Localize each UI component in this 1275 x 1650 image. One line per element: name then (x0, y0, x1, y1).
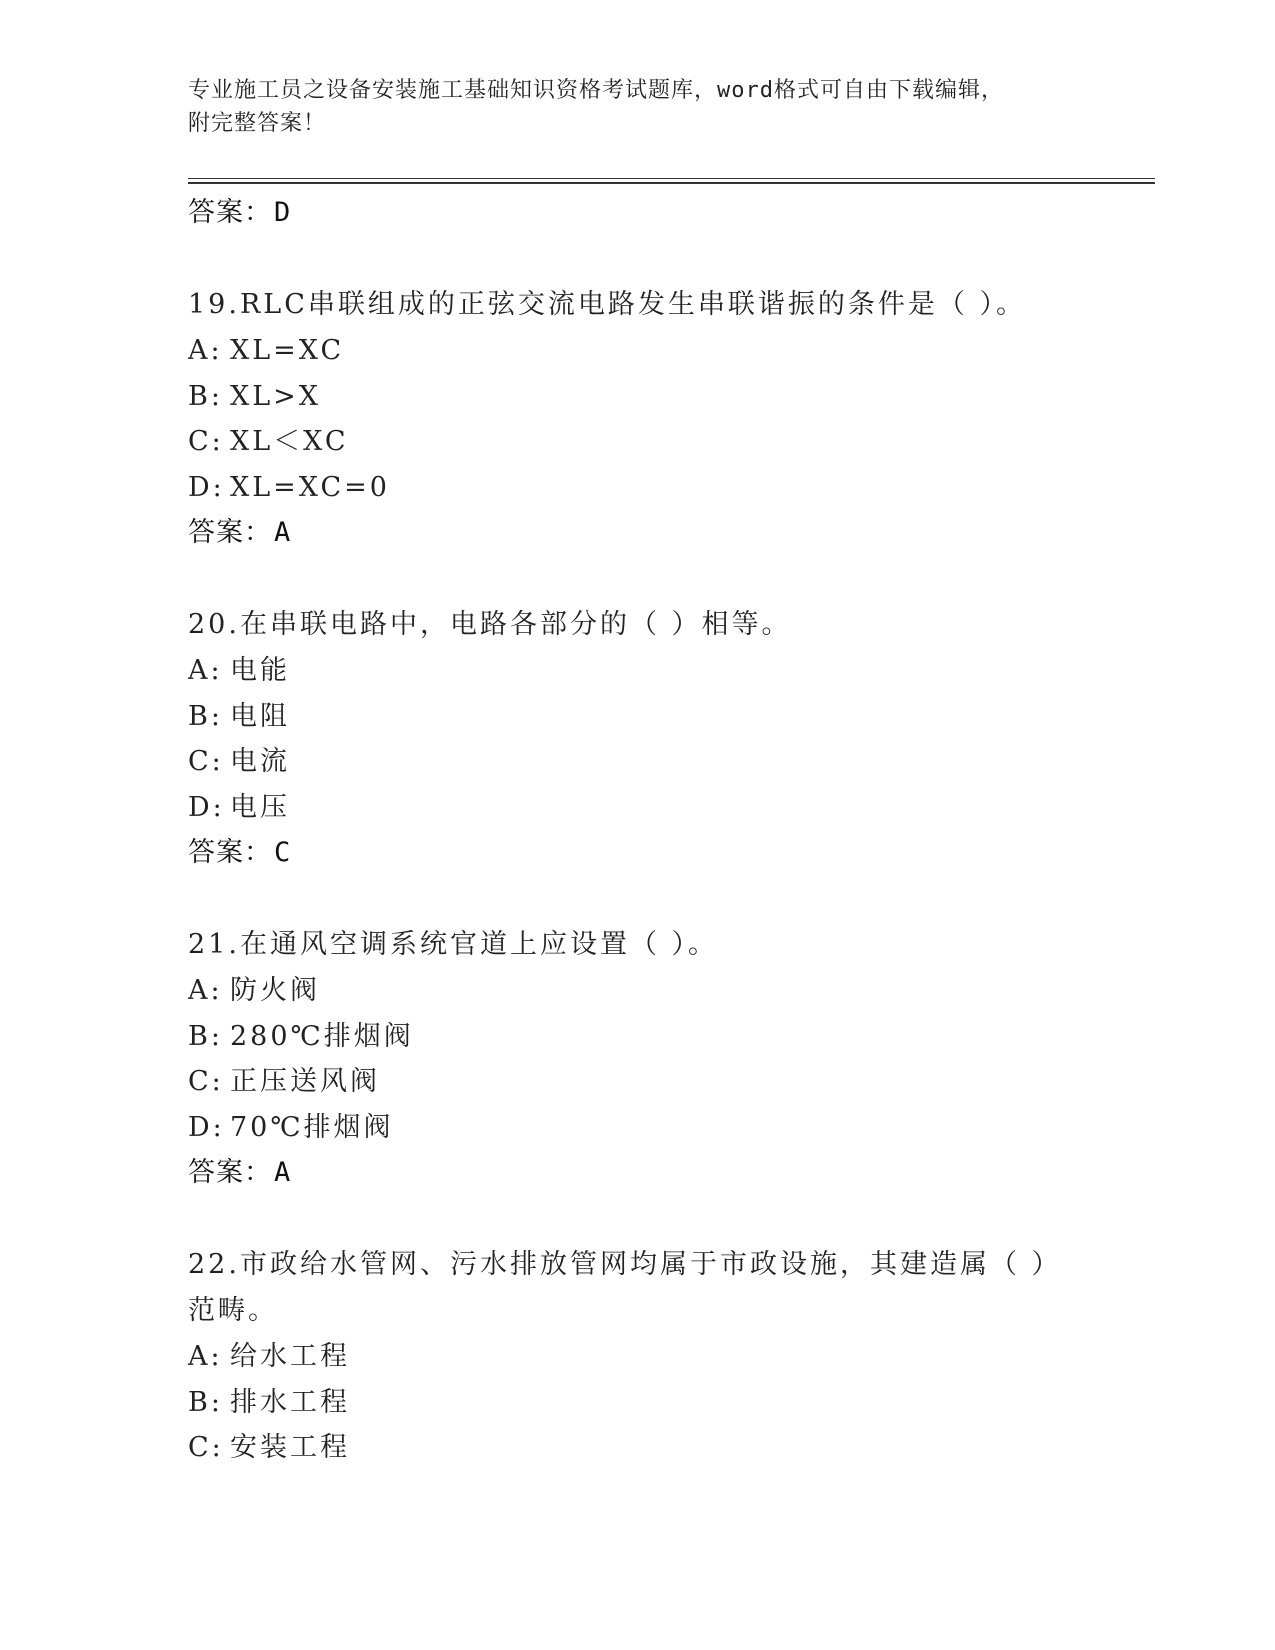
spacer (188, 876, 1088, 922)
header-divider-thick (188, 182, 1155, 184)
option-text: 安装工程 (230, 1432, 350, 1463)
option-key: C: (188, 426, 224, 457)
option-key: A: (188, 1341, 223, 1372)
answer-label: 答案： (188, 1157, 272, 1188)
option-item (188, 374, 1088, 420)
option-text: XL＜XC (230, 426, 349, 457)
option-key: D: (188, 471, 225, 503)
header-line-1: 专业施工员之设备安装施工基础知识资格考试题库，word格式可自由下载编辑， (188, 78, 1004, 103)
option-text: 电流 (230, 746, 290, 777)
option-text: 给水工程 (230, 1341, 350, 1372)
option-item (188, 1014, 1088, 1060)
answer-line (188, 830, 1088, 876)
option-item (188, 648, 1088, 694)
option-text: 防火阀 (230, 975, 320, 1006)
option-text: XL=XC (230, 335, 345, 366)
option-text: 电阻 (230, 700, 290, 732)
option-item (188, 968, 1088, 1014)
answer-line (188, 510, 1088, 556)
option-key: C: (188, 1432, 224, 1463)
option-key: C: (188, 1066, 224, 1097)
option-text: 排水工程 (230, 1386, 350, 1418)
option-text: 70℃排烟阀 (230, 1111, 394, 1143)
option-key: A: (188, 655, 223, 686)
header-line-2: 附完整答案！ (188, 111, 327, 136)
option-text: 电压 (230, 791, 290, 823)
option-text: XL>X (230, 380, 321, 412)
question-text: 19.RLC串联组成的正弦交流电路发生串联谐振的条件是（ ）。 (188, 289, 1026, 320)
answer-value: D (274, 197, 292, 228)
option-item (188, 694, 1088, 740)
question-list (188, 190, 1088, 1471)
answer-label: 答案： (188, 517, 272, 548)
option-key: D: (188, 1111, 225, 1143)
spacer (188, 1196, 1088, 1242)
question-text: 20.在串联电路中，电路各部分的（ ）相等。 (188, 609, 792, 640)
option-text: XL=XC=0 (230, 471, 390, 503)
answer-value: C (274, 837, 292, 868)
option-text: 280℃排烟阀 (230, 1020, 414, 1052)
option-item (188, 1380, 1088, 1426)
answer-label: 答案： (188, 197, 272, 228)
option-key: A: (188, 335, 223, 366)
option-key: B: (188, 700, 223, 732)
header-divider-thin (188, 178, 1155, 179)
option-item (188, 739, 1088, 785)
answer-value: A (274, 1157, 292, 1188)
option-text: 电能 (230, 655, 290, 686)
spacer (188, 556, 1088, 602)
option-item (188, 1334, 1088, 1380)
answer-line (188, 1150, 1088, 1196)
question-text: 21.在通风空调系统官道上应设置（ ）。 (188, 929, 719, 960)
option-item (188, 1105, 1088, 1151)
option-item (188, 1425, 1088, 1471)
option-key: B: (188, 1386, 223, 1418)
option-key: B: (188, 1020, 223, 1052)
answer-line (188, 190, 1088, 236)
option-item (188, 785, 1088, 831)
option-item (188, 419, 1088, 465)
answer-value: A (274, 517, 292, 548)
option-key: C: (188, 746, 224, 777)
option-item (188, 328, 1088, 374)
question-text: 22.市政给水管网、污水排放管网均属于市政设施，其建造属（ ）范畴。 (188, 1249, 1062, 1326)
option-key: B: (188, 380, 223, 412)
document-header (188, 74, 1068, 140)
option-key: D: (188, 791, 225, 823)
option-key: A: (188, 975, 223, 1006)
spacer (188, 236, 1088, 282)
option-item (188, 465, 1088, 511)
option-text: 正压送风阀 (230, 1066, 380, 1097)
option-item (188, 1059, 1088, 1105)
answer-label: 答案： (188, 837, 272, 868)
